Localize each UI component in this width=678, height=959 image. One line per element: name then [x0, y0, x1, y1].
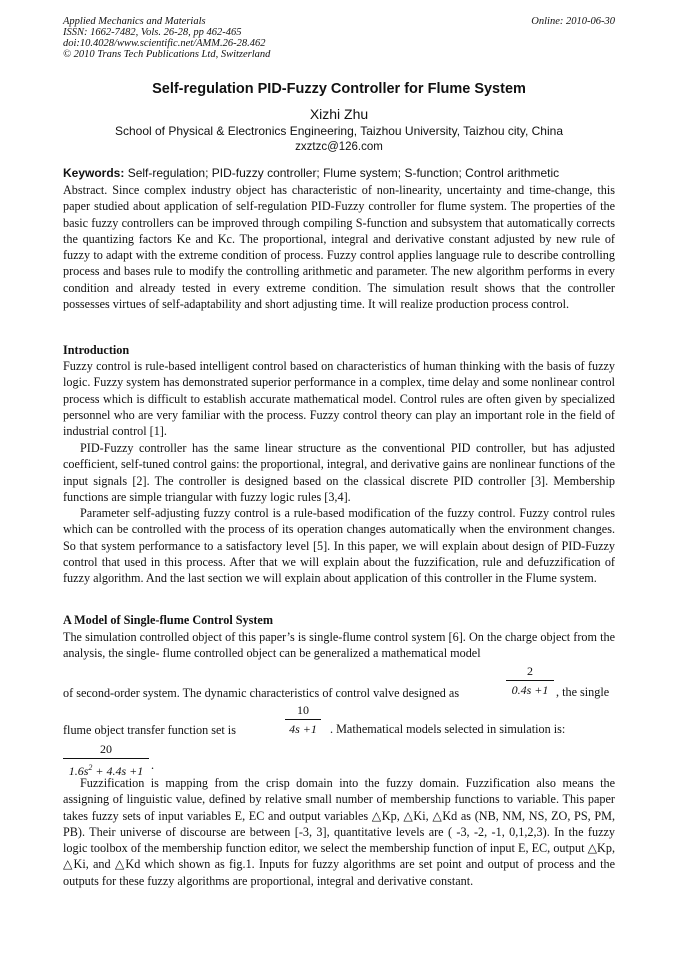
keywords-line	[63, 166, 615, 180]
keywords-text: Self-regulation; PID-fuzzy controller; Flume system; S-function; Control arithmetic	[124, 166, 560, 180]
text-after-fraction: .	[151, 758, 155, 772]
fraction-valve	[506, 664, 554, 697]
doi: doi:10.4028/www.scientific.net/AMM.26-28.462	[63, 38, 266, 49]
paragraph: The simulation controlled object of this paper’s is single-flume control system [6]. On the charge object from the analysis, the single- flume controlled object can be generalized a mathematical model	[63, 630, 615, 661]
fraction-bar	[285, 719, 321, 720]
copyright: © 2010 Trans Tech Publications Ltd, Switzerland	[63, 49, 271, 60]
issn: ISSN: 1662-7482, Vols. 26-28, pp 462-465	[63, 27, 242, 38]
paragraph: PID-Fuzzy controller has the same linear structure as the conventional PID controller, but has adjusted coefficient, self-tuned control gains: the proportional, integral, and derivative gains are nonlinear functions of the input signals [2]. The controller is designed based on the classical discrete PID controller [3]. Membership functions are simple triangular with fuzzy logic rules [3,4].	[63, 441, 615, 504]
paragraph-inline: of second-order system. The dynamic characteristics of control valve designed as	[63, 686, 460, 700]
den-part: + 4.4s +1	[92, 764, 144, 778]
fraction-flume	[285, 703, 321, 736]
fraction-model	[63, 742, 149, 778]
paper-title: Self-regulation PID-Fuzzy Controller for Flume System	[152, 81, 526, 97]
text-after-fraction: . Mathematical models selected in simulation is:	[330, 722, 566, 736]
abstract: Abstract. Since complex industry object has characteristic of non-linearity, uncertainty and time-change, this paper studied about application of self-regulation PID-Fuzzy controller for flume system. The properties of the basic fuzzy controllers can be improved through compiling S-function and subsystem that automatically corrects the quantizing factors Ke and Kc. The proportional, integral and derivative constant adjusted by new rule of fuzzy to adapt with the extreme condition of process. Fuzzy control applies language rule to describe controlling process and bases rule to modify the controlling arithmetic and parameter. The new algorithm performs in every condition and already tested in every extreme condition. The simulation result shows that the controller possesses virtues of self-adaptability and short adjusting time. It will realize production process control.	[63, 183, 615, 312]
fraction-bar	[63, 758, 149, 759]
paragraph: Fuzzy control is rule-based intelligent control based on characteristics of human thinking with the basis of fuzzy logic. Fuzzy system has demonstrated superior performance in a complex, time delay and some nonlinear control process which is difficult to establish accurate mathematical model. Control rules are often given by specialized personnel who are very familiar with the process. Fuzzy control theory can play an important role in the field of industrial control [1].	[63, 359, 615, 439]
text-after-fraction: , the single	[556, 685, 610, 699]
author-email: zxztzc@126.com	[295, 141, 383, 153]
den-exponent: 2	[88, 763, 93, 772]
journal-header	[63, 16, 270, 60]
fraction-denominator: 4s +1	[289, 722, 317, 736]
paragraph: Fuzzification is mapping from the crisp domain into the fuzzy domain. Fuzzification also means the assigning of linguistic value, defined by relative small number of membership functions to variable. This paper takes fuzzy sets of input variables E, EC and output variables △Kp, △Ki, △Kd as (NB, NM, NS, ZO, PS, PM, PB). Their universe of discourse are between [-3, 3], quantitative levels are ( -3, -2, -1, 0,1,2,3). In the fuzzy logic toolbox of the membership function editor, we select the membership function of input E, EC, output △Kp, △Ki, and △Kd which shown as fig.1. Inputs for fuzzy algorithms are set point and output of process and the outputs for these fuzzy algorithms are proportional, integral and derivative constant.	[63, 776, 615, 888]
fraction-bar	[506, 680, 554, 681]
journal-name: Applied Mechanics and Materials	[63, 16, 206, 27]
author-name: Xizhi Zhu	[309, 106, 369, 122]
keywords-label: Keywords:	[63, 166, 125, 180]
section-heading-introduction: Introduction	[63, 343, 130, 357]
text-before-fraction: flume object transfer function set is	[63, 723, 236, 737]
fraction-numerator: 2	[527, 664, 533, 678]
den-part: 1.6s	[68, 764, 89, 778]
fraction-denominator: 0.4s +1	[511, 683, 549, 697]
fraction-numerator: 10	[297, 703, 309, 717]
online-date: Online: 2010-06-30	[531, 16, 615, 27]
author-affiliation: School of Physical & Electronics Engineering, Taizhou University, Taizhou city, China	[114, 124, 563, 138]
section-heading-model: A Model of Single-flume Control System	[63, 613, 273, 627]
paragraph: Parameter self-adjusting fuzzy control is a rule-based modification of the fuzzy control. Fuzzy control rules which can be controlled with the process of its operation changes automatically when the environment changes. So that system performance to a satisfactory level [5]. In this paper, we will explain about design of PID-Fuzzy control that used in this process. After that we will explain about the fuzzification, rule and defuzzification of fuzzy algorithm. And the last section we will explain about application of this controller in the Flume system.	[63, 506, 615, 586]
fraction-numerator: 20	[100, 742, 112, 756]
